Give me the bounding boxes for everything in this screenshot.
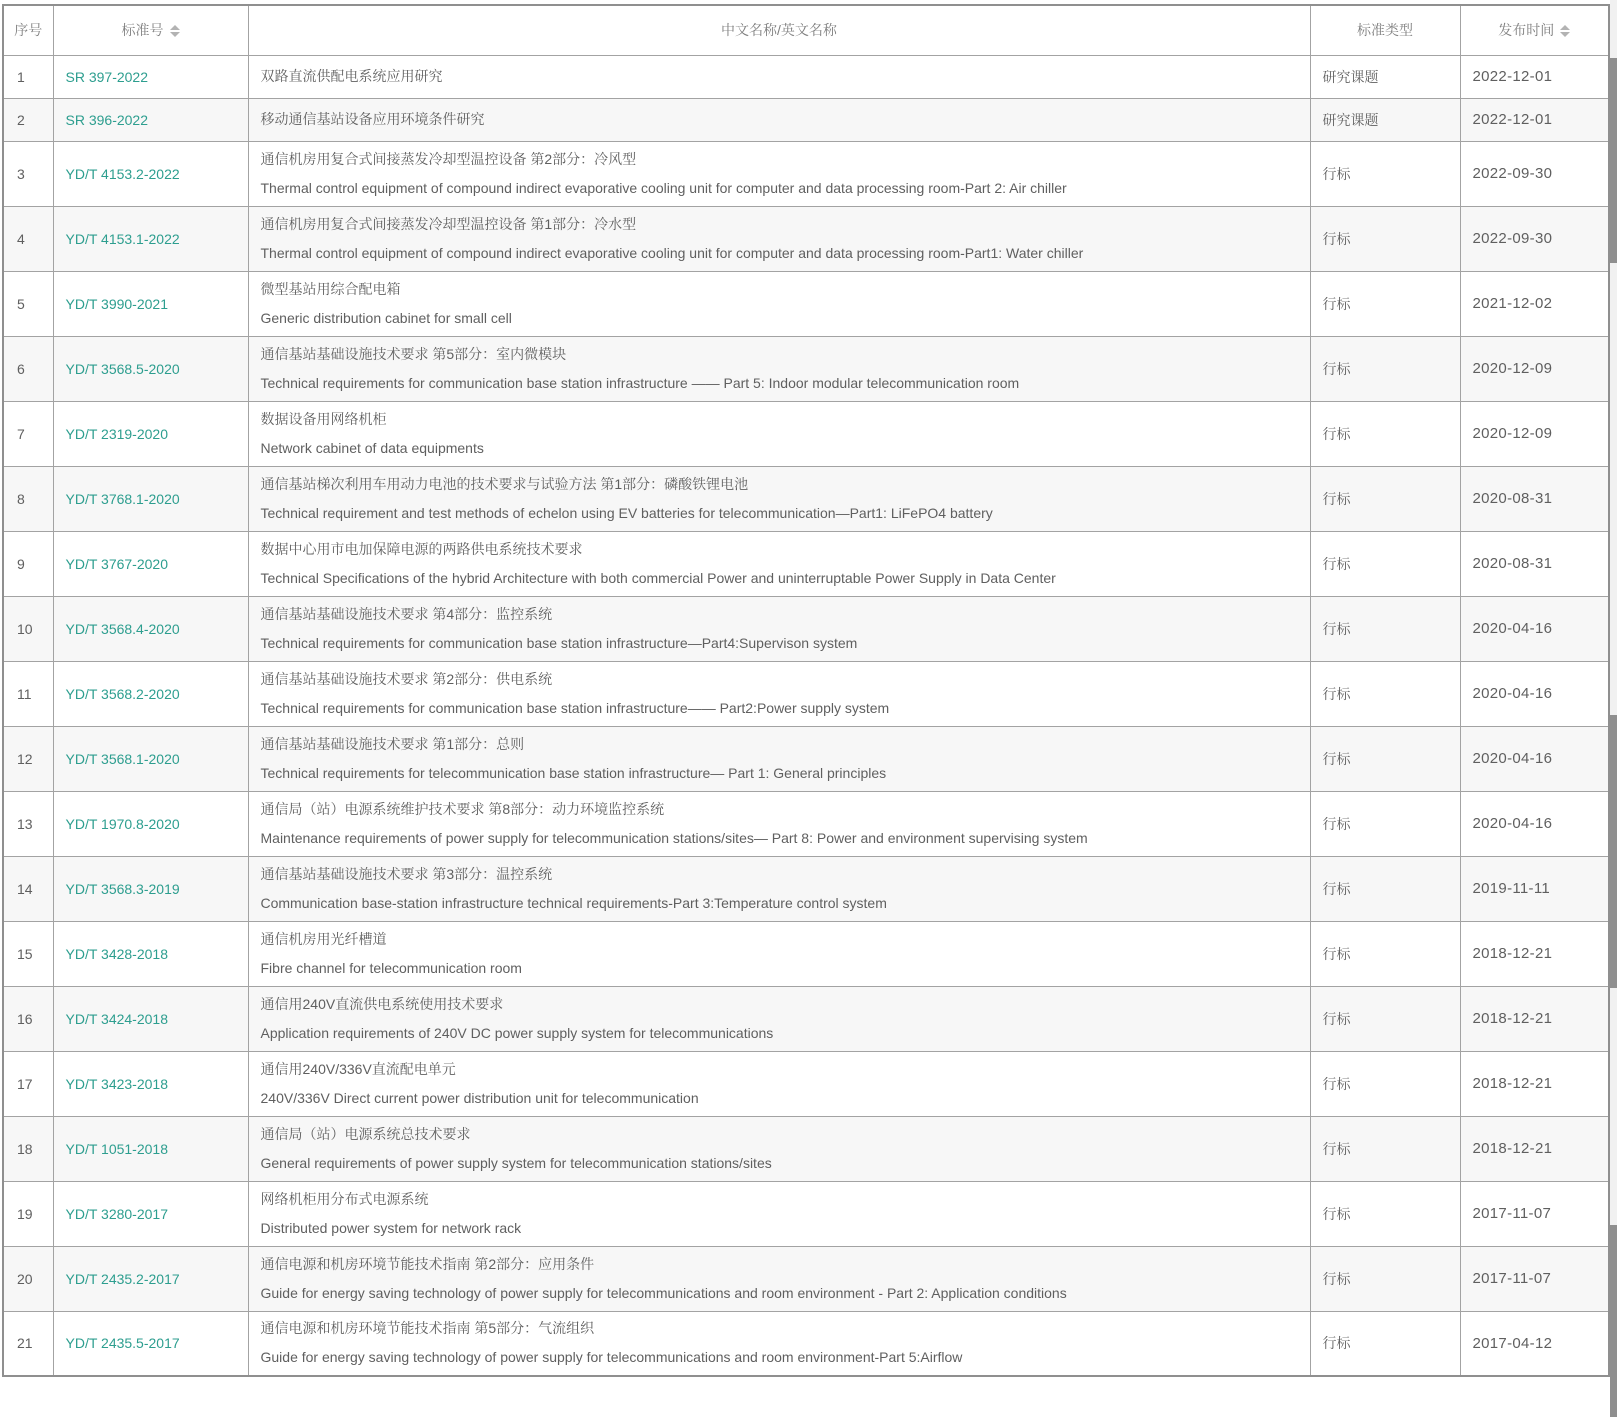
standard-code-link[interactable]: YD/T 2435.2-2017: [53, 1246, 248, 1311]
name-cn-text: 通信基站基础设施技术要求 第2部分：供电系统: [260, 670, 553, 687]
name-cn-text: 通信用240V/336V直流配电单元: [260, 1060, 456, 1077]
publish-date-cell: 2020-12-09: [1460, 401, 1609, 466]
standard-code-link[interactable]: YD/T 3568.3-2019: [53, 856, 248, 921]
row-index-cell: 17: [3, 1051, 53, 1116]
table-row: [3, 206, 1609, 271]
publish-date-cell: 2020-08-31: [1460, 466, 1609, 531]
standard-type-cell: 行标: [1310, 856, 1460, 921]
name-cell: [248, 466, 1310, 531]
publish-date-cell: 2022-12-01: [1460, 55, 1609, 98]
row-index-cell: 3: [3, 141, 53, 206]
standard-type-cell: 行标: [1310, 986, 1460, 1051]
standard-type-cell: 行标: [1310, 921, 1460, 986]
table-row: [3, 986, 1609, 1051]
standard-type-cell: 行标: [1310, 791, 1460, 856]
row-index-cell: 5: [3, 271, 53, 336]
standard-type-cell: 行标: [1310, 206, 1460, 271]
publish-date-cell: 2022-09-30: [1460, 206, 1609, 271]
publish-date-cell: 2018-12-21: [1460, 921, 1609, 986]
table-row: [3, 336, 1609, 401]
standard-code-link[interactable]: YD/T 3424-2018: [53, 986, 248, 1051]
publish-date-cell: 2019-11-11: [1460, 856, 1609, 921]
name-cell: [248, 856, 1310, 921]
name-cell: [248, 1116, 1310, 1181]
table-row: [3, 141, 1609, 206]
table-row: [3, 1311, 1609, 1376]
header-publish-date-label: 发布时间: [1498, 22, 1555, 39]
name-en-text: Technical requirements for communication base station infrastructure—— Part2:Power supply system: [260, 699, 890, 716]
standard-type-cell: 行标: [1310, 141, 1460, 206]
row-index-cell: 20: [3, 1246, 53, 1311]
name-cell: [248, 271, 1310, 336]
header-index: [3, 5, 53, 55]
table-row: [3, 1116, 1609, 1181]
standard-code-link[interactable]: YD/T 2435.5-2017: [53, 1311, 248, 1376]
name-cell: [248, 98, 1310, 141]
standard-code-link[interactable]: YD/T 1970.8-2020: [53, 791, 248, 856]
standard-code-link[interactable]: YD/T 4153.1-2022: [53, 206, 248, 271]
publish-date-cell: 2020-08-31: [1460, 531, 1609, 596]
table-row: [3, 726, 1609, 791]
name-cn-text: 微型基站用综合配电箱: [260, 280, 401, 297]
name-cn-text: 通信局（站）电源系统总技术要求: [260, 1125, 471, 1142]
standard-type-cell: 行标: [1310, 726, 1460, 791]
scrollbar-thumb[interactable]: [1610, 1225, 1617, 1417]
table-row: [3, 531, 1609, 596]
standard-type-cell: 行标: [1310, 661, 1460, 726]
standard-code-link[interactable]: SR 396-2022: [53, 98, 248, 141]
name-cell: [248, 55, 1310, 98]
name-cell: [248, 921, 1310, 986]
name-en-text: Thermal control equipment of compound indirect evaporative cooling unit for computer and data processing room-Part 2: Air chiller: [260, 179, 1067, 196]
publish-date-cell: 2018-12-21: [1460, 986, 1609, 1051]
name-cn-text: 通信机房用复合式间接蒸发冷却型温控设备 第1部分：冷水型: [260, 215, 637, 232]
table-row: [3, 1181, 1609, 1246]
publish-date-cell: 2020-04-16: [1460, 791, 1609, 856]
name-en-text: General requirements of power supply system for telecommunication stations/sites: [260, 1154, 772, 1171]
header-index-label: 序号: [14, 22, 43, 39]
publish-date-cell: 2017-11-07: [1460, 1181, 1609, 1246]
name-cell: [248, 1246, 1310, 1311]
name-cn-text: 双路直流供配电系统应用研究: [260, 68, 443, 84]
name-en-text: Technical requirements for telecommunication base station infrastructure— Part 1: General principles: [260, 764, 887, 781]
header-standard-code-label: 标准号: [121, 22, 164, 39]
standard-code-link[interactable]: YD/T 2319-2020: [53, 401, 248, 466]
name-cn-text: 通信基站基础设施技术要求 第1部分：总则: [260, 735, 525, 752]
table-row: [3, 921, 1609, 986]
header-name: [248, 5, 1310, 55]
standard-type-cell: 行标: [1310, 1246, 1460, 1311]
name-cell: [248, 141, 1310, 206]
standard-code-link[interactable]: YD/T 3568.1-2020: [53, 726, 248, 791]
row-index-cell: 16: [3, 986, 53, 1051]
name-en-text: Technical requirements for communication base station infrastructure —— Part 5: Indoor modular telecommunication room: [260, 374, 1020, 391]
name-cn-text: 通信基站基础设施技术要求 第4部分：监控系统: [260, 605, 553, 622]
name-en-text: Guide for energy saving technology of power supply for telecommunications and room environment-Part 5:Airflow: [260, 1349, 963, 1366]
name-cell: [248, 336, 1310, 401]
publish-date-cell: 2020-04-16: [1460, 726, 1609, 791]
name-cn-text: 数据设备用网络机柜: [260, 410, 387, 427]
standard-code-link[interactable]: YD/T 4153.2-2022: [53, 141, 248, 206]
publish-date-cell: 2018-12-21: [1460, 1051, 1609, 1116]
name-en-text: Application requirements of 240V DC power supply system for telecommunications: [260, 1024, 774, 1041]
name-en-text: 240V/336V Direct current power distribution unit for telecommunication: [260, 1089, 699, 1106]
caret-up-down-icon[interactable]: [1560, 25, 1570, 37]
row-index-cell: 21: [3, 1311, 53, 1376]
standard-type-cell: 行标: [1310, 1116, 1460, 1181]
row-index-cell: 10: [3, 596, 53, 661]
name-en-text: Thermal control equipment of compound indirect evaporative cooling unit for computer and data processing room-Part1: Water chiller: [260, 244, 1084, 261]
table-row: [3, 1051, 1609, 1116]
name-cn-text: 通信机房用复合式间接蒸发冷却型温控设备 第2部分：冷风型: [260, 150, 637, 167]
name-cell: [248, 531, 1310, 596]
standard-code-link[interactable]: YD/T 3428-2018: [53, 921, 248, 986]
scrollbar-thumb[interactable]: [1610, 58, 1617, 263]
standard-type-cell: 行标: [1310, 401, 1460, 466]
standard-code-link[interactable]: SR 397-2022: [53, 55, 248, 98]
standard-type-cell: 行标: [1310, 1181, 1460, 1246]
name-en-text: Guide for energy saving technology of power supply for telecommunications and room environment - Part 2: Application conditions: [260, 1284, 1067, 1301]
name-en-text: Technical requirement and test methods of echelon using EV batteries for telecommunication—Part1: LiFePO4 battery: [260, 504, 993, 521]
row-index-cell: 19: [3, 1181, 53, 1246]
standard-code-link[interactable]: YD/T 3990-2021: [53, 271, 248, 336]
name-cn-text: 通信电源和机房环境节能技术指南 第5部分：气流组织: [260, 1320, 595, 1337]
name-cn-text: 通信用240V直流供电系统使用技术要求: [260, 995, 504, 1012]
name-cell: [248, 986, 1310, 1051]
table-row: [3, 1246, 1609, 1311]
name-cell: [248, 1181, 1310, 1246]
name-en-text: Distributed power system for network rack: [260, 1219, 522, 1236]
name-en-text: Technical Specifications of the hybrid Architecture with both commercial Power and uninterruptable Power Supply in Data Center: [260, 569, 1056, 586]
standard-type-cell: 行标: [1310, 466, 1460, 531]
standard-code-link[interactable]: YD/T 3568.4-2020: [53, 596, 248, 661]
publish-date-cell: 2022-12-01: [1460, 98, 1609, 141]
standard-type-cell: 行标: [1310, 271, 1460, 336]
name-cn-text: 通信机房用光纤槽道: [260, 930, 387, 947]
standards-table: [2, 4, 1610, 1377]
standard-code-link[interactable]: YD/T 3568.5-2020: [53, 336, 248, 401]
publish-date-cell: 2022-09-30: [1460, 141, 1609, 206]
publish-date-cell: 2020-04-16: [1460, 661, 1609, 726]
row-index-cell: 9: [3, 531, 53, 596]
header-publish-date[interactable]: [1460, 5, 1609, 55]
standard-type-cell: 研究课题: [1310, 98, 1460, 141]
standard-code-link[interactable]: YD/T 3280-2017: [53, 1181, 248, 1246]
header-name-label: 中文名称/英文名称: [721, 22, 837, 39]
name-en-text: Communication base-station infrastructure technical requirements-Part 3:Temperature control system: [260, 894, 887, 911]
row-index-cell: 13: [3, 791, 53, 856]
header-standard-type-label: 标准类型: [1357, 22, 1413, 39]
standard-type-cell: 行标: [1310, 596, 1460, 661]
standard-code-link[interactable]: YD/T 3568.2-2020: [53, 661, 248, 726]
vertical-scrollbar[interactable]: [1610, 0, 1617, 1417]
row-index-cell: 12: [3, 726, 53, 791]
table-row: [3, 791, 1609, 856]
publish-date-cell: 2020-12-09: [1460, 336, 1609, 401]
name-cn-text: 移动通信基站设备应用环境条件研究: [260, 111, 485, 127]
name-cell: [248, 206, 1310, 271]
name-en-text: Maintenance requirements of power supply for telecommunication stations/sites— Part 8: Power and environment supervising system: [260, 829, 1088, 846]
table-row: [3, 466, 1609, 531]
standard-type-cell: 行标: [1310, 336, 1460, 401]
publish-date-cell: 2021-12-02: [1460, 271, 1609, 336]
name-cn-text: 网络机柜用分布式电源系统: [260, 1190, 429, 1207]
name-cell: [248, 791, 1310, 856]
row-index-cell: 7: [3, 401, 53, 466]
standard-type-cell: 行标: [1310, 531, 1460, 596]
row-index-cell: 8: [3, 466, 53, 531]
row-index-cell: 11: [3, 661, 53, 726]
row-index-cell: 15: [3, 921, 53, 986]
publish-date-cell: 2017-11-07: [1460, 1246, 1609, 1311]
standard-type-cell: 研究课题: [1310, 55, 1460, 98]
standard-code-link[interactable]: YD/T 3767-2020: [53, 531, 248, 596]
caret-up-down-icon[interactable]: [170, 25, 180, 37]
standard-code-link[interactable]: YD/T 1051-2018: [53, 1116, 248, 1181]
row-index-cell: 4: [3, 206, 53, 271]
table-row: [3, 596, 1609, 661]
name-cn-text: 通信基站基础设施技术要求 第3部分：温控系统: [260, 865, 553, 882]
name-cell: [248, 1311, 1310, 1376]
header-standard-type: [1310, 5, 1460, 55]
table-row: [3, 55, 1609, 98]
publish-date-cell: 2020-04-16: [1460, 596, 1609, 661]
name-en-text: Generic distribution cabinet for small cell: [260, 309, 512, 326]
table-row: [3, 98, 1609, 141]
row-index-cell: 2: [3, 98, 53, 141]
table-row: [3, 271, 1609, 336]
row-index-cell: 1: [3, 55, 53, 98]
name-cell: [248, 596, 1310, 661]
standard-type-cell: 行标: [1310, 1311, 1460, 1376]
table-row: [3, 856, 1609, 921]
name-cn-text: 通信局（站）电源系统维护技术要求 第8部分：动力环境监控系统: [260, 800, 665, 817]
scrollbar-thumb[interactable]: [1610, 715, 1617, 988]
name-cell: [248, 661, 1310, 726]
name-en-text: Technical requirements for communication base station infrastructure—Part4:Supervison system: [260, 634, 858, 651]
name-cn-text: 通信基站基础设施技术要求 第5部分：室内微模块: [260, 345, 567, 362]
name-en-text: Network cabinet of data equipments: [260, 439, 484, 456]
name-cell: [248, 726, 1310, 791]
standard-type-cell: 行标: [1310, 1051, 1460, 1116]
standard-code-link[interactable]: YD/T 3768.1-2020: [53, 466, 248, 531]
name-cell: [248, 1051, 1310, 1116]
table-row: [3, 401, 1609, 466]
standard-code-link[interactable]: YD/T 3423-2018: [53, 1051, 248, 1116]
header-row: [3, 5, 1609, 55]
header-standard-code[interactable]: [53, 5, 248, 55]
table-row: [3, 661, 1609, 726]
name-cell: [248, 401, 1310, 466]
name-cn-text: 通信电源和机房环境节能技术指南 第2部分：应用条件: [260, 1255, 595, 1272]
publish-date-cell: 2018-12-21: [1460, 1116, 1609, 1181]
publish-date-cell: 2017-04-12: [1460, 1311, 1609, 1376]
name-cn-text: 数据中心用市电加保障电源的两路供电系统技术要求: [260, 540, 583, 557]
row-index-cell: 18: [3, 1116, 53, 1181]
name-en-text: Fibre channel for telecommunication room: [260, 959, 522, 976]
row-index-cell: 6: [3, 336, 53, 401]
row-index-cell: 14: [3, 856, 53, 921]
name-cn-text: 通信基站梯次利用车用动力电池的技术要求与试验方法 第1部分：磷酸铁锂电池: [260, 475, 749, 492]
